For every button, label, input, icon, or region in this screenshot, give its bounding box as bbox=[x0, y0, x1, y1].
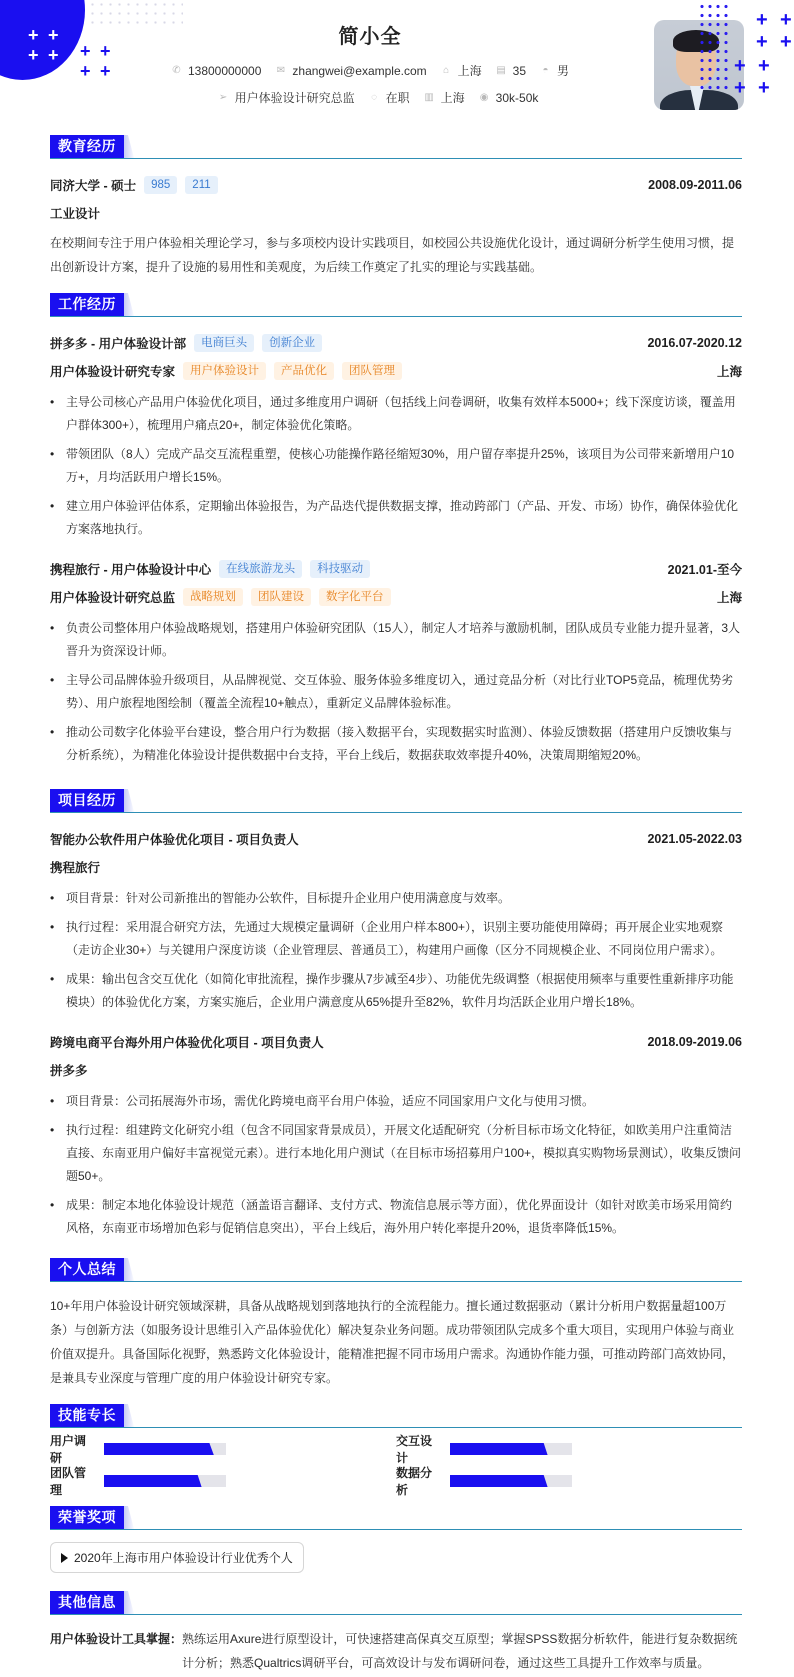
section-title: 教育经历 bbox=[50, 135, 124, 158]
section-title: 项目经历 bbox=[50, 789, 124, 812]
bullet-item: • 推动公司数字化体验平台建设，整合用户行为数据（接入数据平台，实现数据实时监测）、体验反馈数据（搭建用户反馈收集与分析系统），为精准化体验设计提供数据中台支持，平台上线后，数据获取效率提升40%，决策周期缩短20%。 bbox=[50, 721, 742, 767]
skill-bar-fill bbox=[104, 1443, 214, 1455]
job-date: 2021.01-至今 bbox=[667, 563, 742, 577]
bullet-item: • 主导公司品牌体验升级项目，从品牌视觉、交互体验、服务体验多维度切入，通过竞品分析（对比行业TOP5竞品，梳理优势劣势）、用户旅程地图绘制（覆盖全流程10+触点），重新定义品牌体验标准。 bbox=[50, 669, 742, 715]
section-education bbox=[50, 135, 742, 279]
position-tag: 产品优化 bbox=[274, 362, 334, 380]
section-header bbox=[50, 789, 742, 813]
skill-bar bbox=[104, 1443, 226, 1455]
company-tag: 电商巨头 bbox=[194, 334, 254, 352]
award-text: 2020年上海市用户体验设计行业优秀个人 bbox=[74, 1551, 293, 1565]
project-company-row bbox=[50, 853, 742, 881]
job-intent-row bbox=[8, 89, 748, 106]
bullet-item: • 主导公司核心产品用户体验优化项目，通过多维度用户调研（包括线上问卷调研，收集有效样本5000+；线下深度访谈，覆盖用户群体300+），梳理用户痛点20+，制定体验优化策略。 bbox=[50, 391, 742, 437]
skill-item bbox=[396, 1466, 742, 1497]
job-company-row bbox=[50, 329, 742, 357]
city-value: 上海 bbox=[457, 64, 482, 78]
phone-icon: ✆ bbox=[172, 65, 181, 76]
major-row bbox=[50, 199, 742, 227]
bullet-item: • 执行过程：采用混合研究方法，先通过大规模定量调研（企业用户样本800+），识别主要功能使用障碍；再开展企业实地观察（走访企业30+）与关键用户深度访谈（企业管理层、普通员工），构建用户画像（区分不同规模企业、不同岗位用户需求）。 bbox=[50, 916, 742, 962]
education-row bbox=[50, 171, 742, 199]
resume-header bbox=[0, 0, 794, 115]
project-company: 拼多多 bbox=[50, 1064, 88, 1078]
company-tag: 创新企业 bbox=[262, 334, 322, 352]
target-city-item bbox=[424, 89, 465, 106]
section-header bbox=[50, 1404, 742, 1428]
age-value: 35 bbox=[512, 63, 527, 78]
employment-status-value: 在职 bbox=[385, 91, 410, 105]
section-awards bbox=[50, 1506, 742, 1591]
job-location: 上海 bbox=[716, 365, 742, 379]
other-info-row bbox=[50, 1627, 742, 1675]
job-position: 用户体验设计研究总监 bbox=[50, 591, 176, 605]
decorative-plus-blue-right-bottom: + + + + bbox=[734, 55, 770, 99]
job-bullets bbox=[50, 391, 742, 541]
job-company: 携程旅行 - 用户体验设计中心 bbox=[50, 563, 212, 577]
phone-item bbox=[171, 64, 261, 78]
position-tag: 用户体验设计 bbox=[183, 362, 266, 380]
send-icon: ➢ bbox=[218, 92, 228, 103]
project-date: 2021.05-2022.03 bbox=[647, 832, 742, 846]
phone-value: 13800000000 bbox=[187, 63, 262, 78]
section-other bbox=[50, 1591, 742, 1675]
resume-body bbox=[50, 135, 742, 1675]
skill-bar bbox=[450, 1475, 572, 1487]
skill-item bbox=[396, 1434, 742, 1465]
section-skills bbox=[50, 1404, 742, 1497]
education-description: 在校期间专注于用户体验相关理论学习，参与多项校内设计实践项目，如校园公共设施优化设计，通过调研分析学生使用习惯，提出创新设计方案，提升了设施的易用性和美观度，为后续工作奠定了扎实的理论与实践基础。 bbox=[50, 236, 735, 274]
job-position-row bbox=[50, 583, 742, 611]
target-position-value: 用户体验设计研究总监 bbox=[234, 91, 355, 105]
section-header bbox=[50, 1506, 742, 1530]
project-company-row bbox=[50, 1056, 742, 1084]
job-entry bbox=[50, 555, 742, 767]
other-info-text: 熟练运用Axure进行原型设计，可快速搭建高保真交互原型；掌握SPSS数据分析软件，能进行复杂数据统计分析；熟悉Qualtrics调研平台，可高效设计与发布调研问卷，通过这些工具提升工作效率与质量。 bbox=[182, 1632, 738, 1670]
award-item bbox=[50, 1542, 304, 1573]
job-location: 上海 bbox=[716, 591, 742, 605]
skill-label: 数据分析 bbox=[396, 1466, 433, 1497]
job-company: 拼多多 - 用户体验设计部 bbox=[50, 337, 187, 351]
section-header bbox=[50, 293, 742, 317]
bullet-item: • 执行过程：组建跨文化研究小组（包含不同国家背景成员），开展文化适配研究（分析目标市场文化特征，如欧美用户注重简洁直接、东南亚用户偏好丰富视觉元素）。进行本地化用户测试（在目标市场招募用户100+，模拟真实购物场景测试），收集反馈问题50+。 bbox=[50, 1119, 742, 1188]
skill-bar bbox=[450, 1443, 572, 1455]
bullet-item: • 负责公司整体用户体验战略规划，搭建用户体验研究团队（15人），制定人才培养与激励机制，团队成员专业能力提升显著，3人晋升为资深设计师。 bbox=[50, 617, 742, 663]
section-title: 荣誉奖项 bbox=[50, 1506, 124, 1529]
other-info-label: 用户体验设计工具掌握： bbox=[50, 1632, 183, 1646]
gender-icon: ◓ bbox=[542, 65, 549, 76]
section-header bbox=[50, 1258, 742, 1282]
school-tag: 985 bbox=[144, 176, 177, 194]
project-bullets bbox=[50, 1090, 742, 1240]
bullet-item: • 成果：制定本地化体验设计规范（涵盖语言翻译、支付方式、物流信息展示等方面），优化界面设计（如针对欧美市场采用简约风格，东南亚市场增加色彩与促销信息突出），平台上线后，海外用户转化率提升20%，退货率降低15%。 bbox=[50, 1194, 742, 1240]
bullet-item: • 带领团队（8人）完成产品交互流程重塑，使核心功能操作路径缩短30%，用户留存率提升25%，该项目为公司带来新增用户10万+，月均活跃用户增长15%。 bbox=[50, 443, 742, 489]
skill-item bbox=[50, 1466, 396, 1497]
target-position-item bbox=[218, 89, 355, 106]
position-tag: 团队管理 bbox=[342, 362, 402, 380]
project-bullets bbox=[50, 887, 742, 1014]
skill-label: 团队管理 bbox=[50, 1466, 87, 1497]
employment-status-item bbox=[369, 89, 410, 106]
age-item bbox=[496, 64, 526, 78]
project-title-row bbox=[50, 825, 742, 853]
project-name: 跨境电商平台海外用户体验优化项目 - 项目负责人 bbox=[50, 1036, 324, 1050]
decorative-plus-blue-right-top: + + + + bbox=[756, 9, 792, 53]
company-tag: 在线旅游龙头 bbox=[219, 560, 302, 578]
status-icon: ◌ bbox=[371, 92, 378, 103]
decorative-dots-blue bbox=[698, 2, 732, 92]
school-tag: 211 bbox=[185, 176, 217, 194]
job-position-row bbox=[50, 357, 742, 385]
skill-label: 交互设计 bbox=[396, 1434, 433, 1465]
position-tag: 数字化平台 bbox=[319, 588, 391, 606]
project-entry bbox=[50, 825, 742, 1014]
email-item bbox=[275, 64, 426, 78]
gender-item bbox=[540, 62, 569, 79]
project-date: 2018.09-2019.06 bbox=[647, 1035, 742, 1049]
bullet-item: • 项目背景：针对公司新推出的智能办公软件，目标提升企业用户使用满意度与效率。 bbox=[50, 887, 742, 910]
building-icon: ▥ bbox=[424, 92, 434, 103]
target-city-value: 上海 bbox=[440, 91, 465, 105]
skills-grid bbox=[50, 1434, 742, 1497]
project-title-row bbox=[50, 1028, 742, 1056]
section-summary bbox=[50, 1258, 742, 1390]
skill-label: 用户调研 bbox=[50, 1434, 87, 1465]
section-work bbox=[50, 293, 742, 767]
home-icon: ⌂ bbox=[443, 65, 450, 76]
skill-bar-fill bbox=[104, 1475, 202, 1487]
salary-value: 30k-50k bbox=[495, 90, 539, 105]
bullet-item: • 建立用户体验评估体系，定期输出体验报告，为产品迭代提供数据支撑，推动跨部门（产品、开发、市场）协作，确保体验优化方案落地执行。 bbox=[50, 495, 742, 541]
mail-icon: ✉ bbox=[276, 65, 286, 76]
section-title: 个人总结 bbox=[50, 1258, 124, 1281]
triangle-right-icon bbox=[61, 1553, 68, 1563]
position-tag: 战略规划 bbox=[183, 588, 243, 606]
section-projects bbox=[50, 789, 742, 1240]
bullet-item: • 项目背景：公司拓展海外市场，需优化跨境电商平台用户体验，适应不同国家用户文化与使用习惯。 bbox=[50, 1090, 742, 1113]
project-entry bbox=[50, 1028, 742, 1240]
section-title: 工作经历 bbox=[50, 293, 124, 316]
project-company: 携程旅行 bbox=[50, 861, 101, 875]
job-date: 2016.07-2020.12 bbox=[647, 336, 742, 350]
skill-bar-fill bbox=[450, 1443, 548, 1455]
bullet-item: • 成果：输出包含交互优化（如简化审批流程，操作步骤从7步减至4步）、功能优先级调整（根据使用频率与重要性重新排序功能模块）的体验优化方案，方案实施后，企业用户满意度从65%提升至82%，软件月均活跃企业用户增长18%。 bbox=[50, 968, 742, 1014]
education-date: 2008.09-2011.06 bbox=[648, 178, 742, 192]
email-value: zhangwei@example.com bbox=[292, 63, 427, 78]
decorative-plus-white: + + + + bbox=[28, 25, 59, 65]
gender-value: 男 bbox=[557, 64, 570, 78]
section-header bbox=[50, 135, 742, 159]
skill-bar-fill bbox=[450, 1475, 548, 1487]
contact-row bbox=[0, 62, 740, 79]
section-title: 其他信息 bbox=[50, 1591, 124, 1614]
school-name: 同济大学 - 硕士 bbox=[50, 179, 137, 193]
city-item bbox=[441, 62, 482, 79]
decorative-plus-blue-left: + + + + bbox=[80, 41, 111, 81]
section-title: 技能专长 bbox=[50, 1404, 124, 1427]
age-icon: ▤ bbox=[496, 65, 506, 76]
skill-bar bbox=[104, 1475, 226, 1487]
salary-icon: ◉ bbox=[479, 92, 489, 103]
major: 工业设计 bbox=[50, 207, 101, 221]
skill-item bbox=[50, 1434, 396, 1465]
job-company-row bbox=[50, 555, 742, 583]
candidate-name: 简小全 bbox=[338, 26, 402, 48]
section-header bbox=[50, 1591, 742, 1615]
salary-item bbox=[479, 91, 539, 105]
position-tag: 团队建设 bbox=[251, 588, 311, 606]
summary-text: 10+年用户体验设计研究领域深耕，具备从战略规划到落地执行的全流程能力。擅长通过数据驱动（累计分析用户数据量超100万条）与创新方法（如服务设计思维引入产品体验优化）解决复杂业务问题。成功带领团队完成多个重大项目，实现用户体验与商业价值双提升。具备国际化视野，熟悉跨文化体验设计，能精准把握不同市场用户需求。沟通协作能力强，可推动跨部门高效协同，是兼具专业深度与管理广度的用户体验设计研究专家。 bbox=[50, 1299, 735, 1385]
company-tag: 科技驱动 bbox=[310, 560, 370, 578]
job-bullets bbox=[50, 617, 742, 767]
project-name: 智能办公软件用户体验优化项目 - 项目负责人 bbox=[50, 833, 299, 847]
job-entry bbox=[50, 329, 742, 541]
job-position: 用户体验设计研究专家 bbox=[50, 365, 176, 379]
